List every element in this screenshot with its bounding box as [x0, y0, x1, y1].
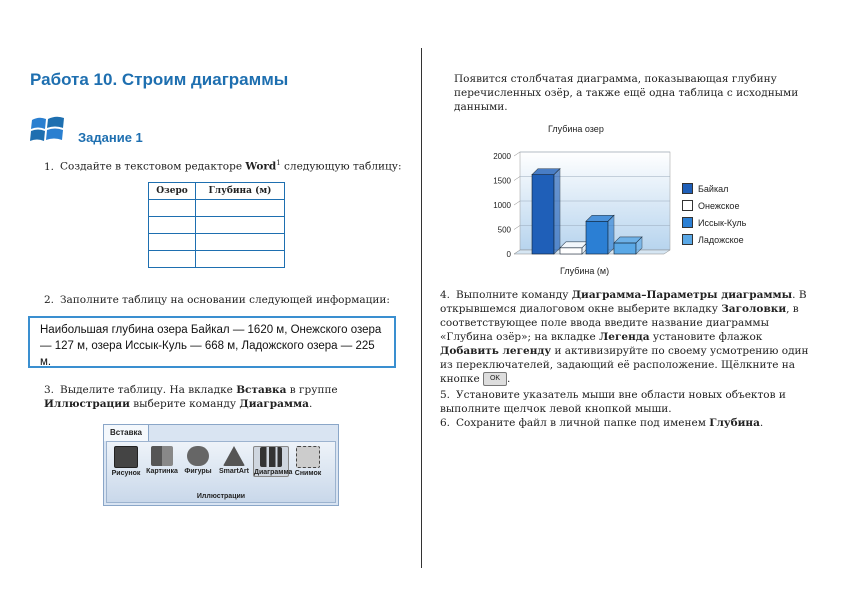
legend-swatch: [682, 217, 693, 228]
bar: [560, 248, 582, 254]
picture-button[interactable]: Рисунок: [109, 446, 143, 477]
clipart-button[interactable]: Картинка: [145, 446, 179, 475]
ok-button[interactable]: OK: [483, 372, 507, 386]
smartart-icon: [223, 446, 245, 466]
picture-icon: [114, 446, 138, 468]
group-label: Иллюстрации: [196, 493, 246, 500]
bar-chart: [478, 146, 678, 266]
bar: [586, 221, 608, 254]
chart-x-label: Глубина (м): [560, 266, 610, 276]
table-row: [149, 234, 285, 251]
y-tick-label: 500: [497, 225, 511, 235]
task-heading: Задание 1: [78, 130, 143, 145]
bar-side: [608, 215, 614, 254]
grid-line: [514, 201, 520, 205]
intro-text: Появится столбчатая диаграмма, показывающая глубину перечисленных озёр, а также ещё одна таблица с исходными данными.: [454, 73, 799, 113]
bar: [614, 243, 636, 254]
step-3: 3. Выделите таблицу. На вкладке Вставка в группе Иллюстрации выберите команду Диаграмма.: [44, 384, 338, 410]
legend-swatch: [682, 200, 693, 211]
bar-side: [554, 169, 560, 254]
table-row: [149, 200, 285, 217]
legend-swatch: [682, 183, 693, 194]
lake-table: [148, 182, 285, 268]
legend-item: Байкал: [682, 180, 746, 197]
shapes-button[interactable]: Фигуры: [181, 446, 215, 475]
ribbon-group-illustrations: [106, 441, 336, 503]
table-row: [149, 251, 285, 268]
page-divider: [421, 48, 422, 568]
clipart-icon: [151, 446, 173, 466]
y-tick-label: 1000: [493, 201, 511, 210]
screenshot-button[interactable]: Снимок: [291, 446, 325, 477]
legend-item: Онежское: [682, 197, 746, 214]
table-header: Озеро: [149, 183, 196, 200]
y-tick-label: 2000: [493, 152, 511, 161]
legend-item: Иссык-Куль: [682, 214, 746, 231]
step-2: 2. Заполните таблицу на основании следующей информации:: [44, 294, 390, 306]
step-6: 6. Сохраните файл в личной папке под именем Глубина.: [440, 417, 764, 429]
screenshot-icon: [296, 446, 320, 468]
legend-swatch: [682, 234, 693, 245]
info-box: Наибольшая глубина озера Байкал — 1620 м, Онежского озера — 127 м, озера Иссык-Куль — 668 м, Ладожского озера — 225 м.: [28, 316, 396, 368]
table-header: Глубина (м): [196, 183, 285, 200]
chart-button[interactable]: Диаграмма: [253, 446, 289, 477]
chart-title: Глубина озер: [548, 124, 604, 134]
step-4: 4. Выполните команду Диаграмма–Параметры диаграммы. В открывшемся диалоговом окне выберите вкладку Заголовки, в соответствующее поле ввода введите название диаграммы «Глубина озёр»; на вкладке Легенда установите флажок Добавить легенду и активизируйте по своему усмотрению один из переключателей, задающий её расположение. Щёлкните на кнопке OK .: [440, 289, 809, 385]
step-1: 1. Создайте в текстовом редакторе Word$^1$ следующую таблицу:: [44, 159, 402, 173]
chart-icon: [260, 447, 282, 467]
step-5: 5. Установите указатель мыши вне области новых объектов и выполните щелчок левой кнопкой мыши.: [440, 389, 786, 415]
y-tick-label: 1500: [493, 176, 511, 186]
table-row: [149, 217, 285, 234]
page-title: Работа 10. Строим диаграммы: [30, 70, 289, 89]
grid-line: [514, 152, 520, 156]
chart-legend: [682, 180, 746, 248]
ribbon-tab-insert[interactable]: Вставка: [103, 424, 149, 441]
shapes-icon: [187, 446, 209, 466]
legend-item: Ладожское: [682, 231, 746, 248]
bar: [532, 175, 554, 254]
grid-line: [514, 177, 520, 181]
smartart-button[interactable]: SmartArt: [217, 446, 251, 475]
grid-line: [514, 226, 520, 230]
y-tick-label: 0: [506, 250, 511, 259]
windows-logo-icon: [30, 114, 66, 146]
